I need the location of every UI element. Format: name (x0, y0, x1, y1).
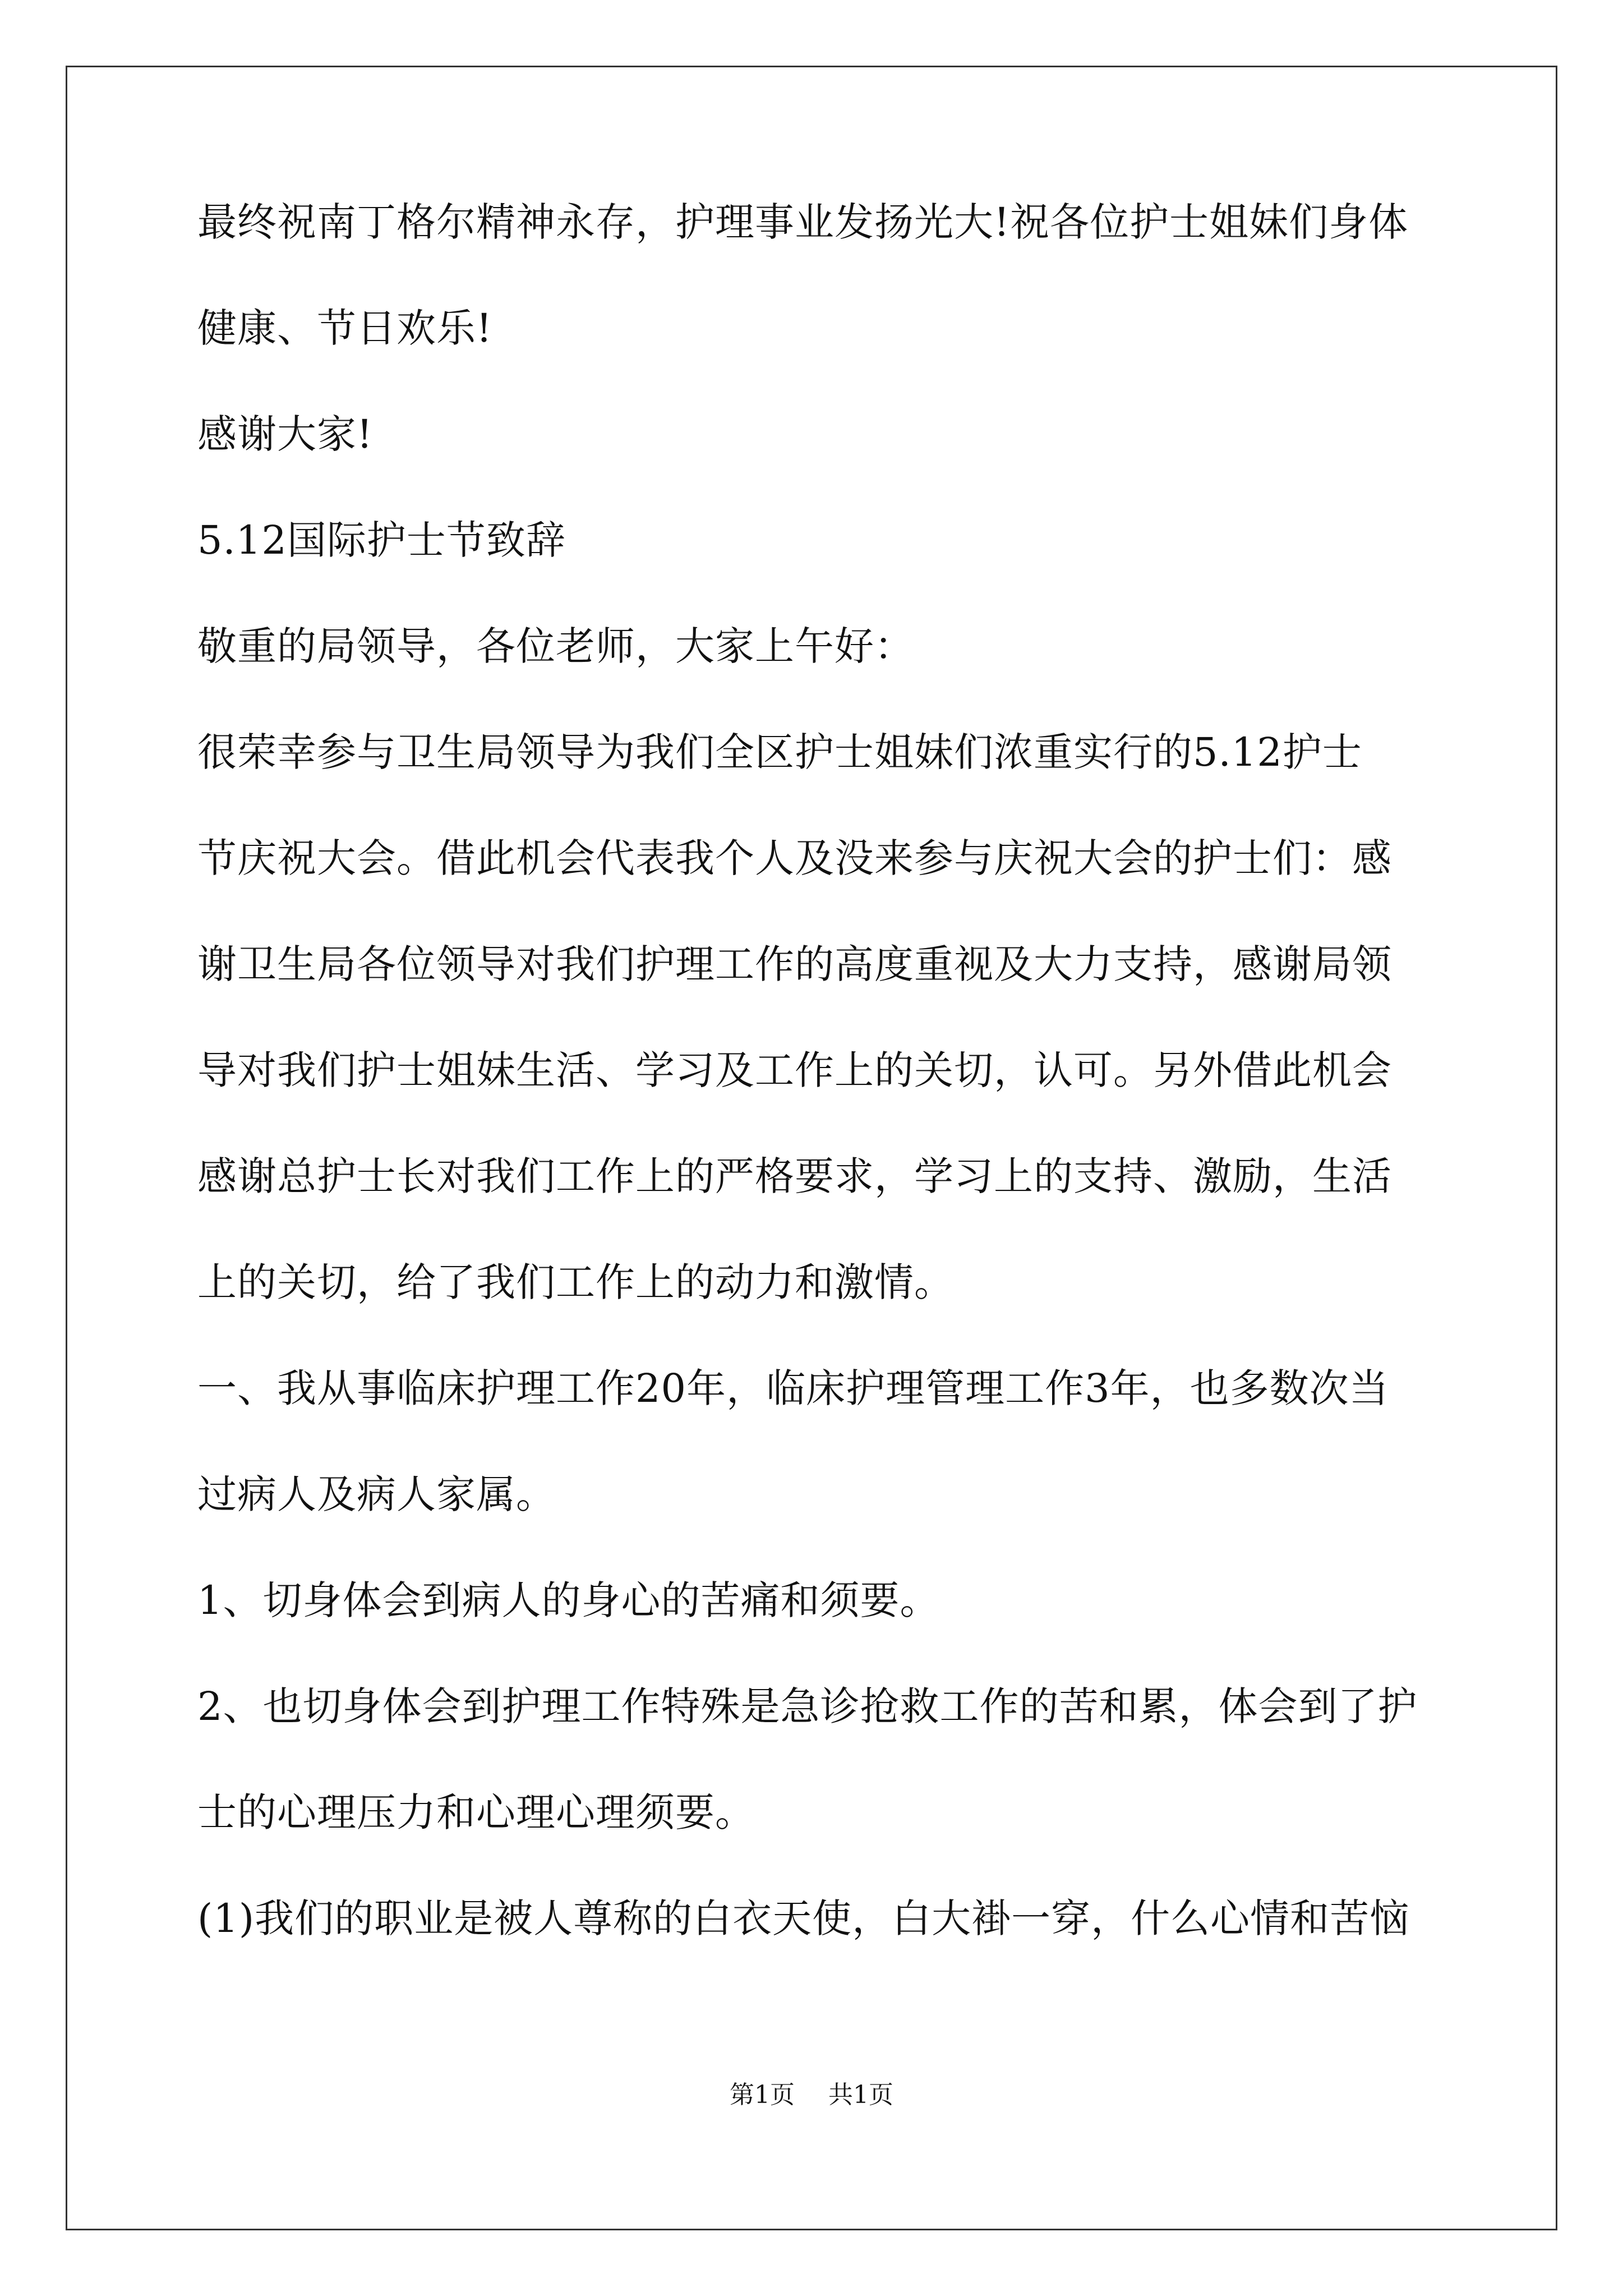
text-line: 感谢总护士长对我们工作上的严格要求，学习上的支持、激励，生活 (197, 1153, 1392, 1199)
page-footer (0, 2078, 1623, 2112)
salutation: 敬重的局领导，各位老师，大家上午好： (197, 623, 914, 669)
text-line: 谢卫生局各位领导对我们护理工作的高度重视及大力支持，感谢局领 (197, 941, 1392, 987)
text-line: 健康、节日欢乐! (197, 305, 493, 351)
document-body (197, 197, 1442, 2000)
list-item: (1)我们的职业是被人尊称的白衣天使，白大褂一穿，什么心情和苦恼 (197, 1895, 1410, 1941)
text-line: 过病人及病人家属。 (197, 1471, 556, 1517)
text-line: 很荣幸参与卫生局领导为我们全区护士姐妹们浓重实行的5.12护士 (197, 729, 1362, 775)
page-total: 共1页 (828, 2081, 893, 2109)
text-line: 最终祝南丁格尔精神永存，护理事业发扬光大!祝各位护士姐妹们身体 (197, 199, 1409, 245)
section-title: 5.12国际护士节致辞 (197, 517, 566, 563)
text-line: 导对我们护士姐妹生活、学习及工作上的关切，认可。另外借此机会 (197, 1047, 1392, 1093)
text-line: 感谢大家! (197, 411, 374, 457)
text-line: 上的关切，给了我们工作上的动力和激情。 (197, 1259, 954, 1305)
page-number: 第1页 (730, 2081, 795, 2109)
text-line: 士的心理压力和心理心理须要。 (197, 1789, 755, 1835)
list-item: 2、也切身体会到护理工作特殊是急诊抢救工作的苦和累，体会到了护 (197, 1683, 1418, 1729)
text-line: 一、我从事临床护理工作20年，临床护理管理工作3年，也多数次当 (197, 1365, 1389, 1411)
text-line: 节庆祝大会。借此机会代表我个人及没来参与庆祝大会的护士们：感 (197, 835, 1392, 881)
list-item: 1、切身体会到病人的身心的苦痛和须要。 (197, 1577, 940, 1623)
